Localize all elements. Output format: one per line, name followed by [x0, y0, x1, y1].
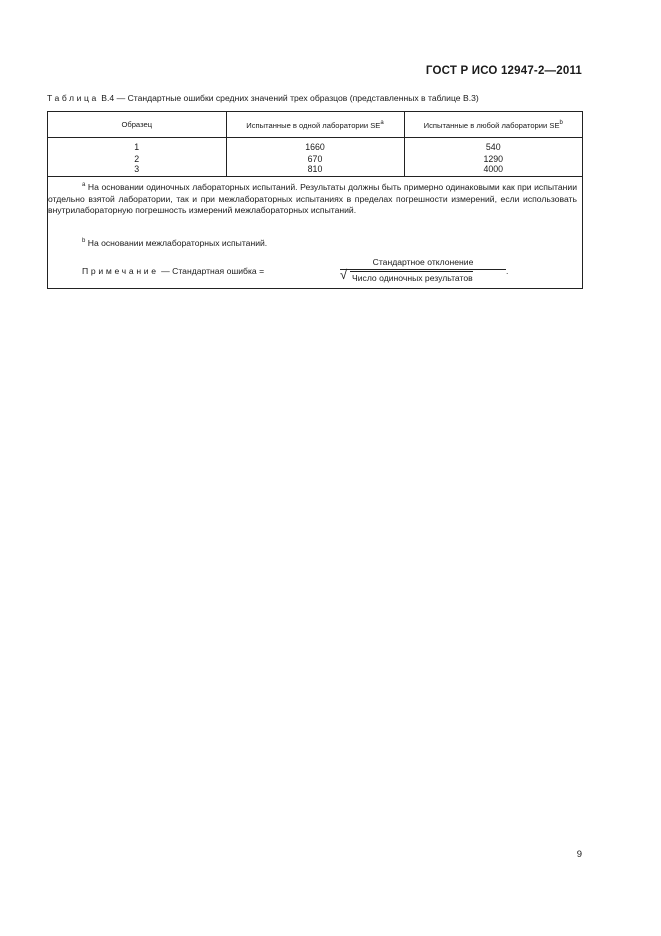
table-notes — [48, 180, 582, 283]
footnote-a-mark: a — [82, 182, 86, 188]
footnote-a-text: На основании одиночных лабораторных испытаний. Результаты должны быть примерно одинаковыми как при испытании отдельно взятой лаборатории, так и при межлабораторных испытаниях в пределах погрешности измерений, если использовать внутрилабораторную погрешность измерений межлабораторных испытаний. — [48, 182, 577, 216]
note-word: Примечание — [82, 266, 159, 276]
formula-denominator — [340, 267, 506, 284]
footnote-b-text: На основании межлабораторных испытаний. — [87, 238, 268, 248]
table-cell-sample: 1 — [48, 138, 226, 155]
table-caption — [47, 93, 479, 103]
note-label — [82, 266, 264, 278]
footnote-a — [48, 180, 582, 217]
formula-numerator: Стандартное отклонение — [372, 257, 474, 267]
footnote-b-mark: b — [82, 238, 86, 244]
table-cell-one-lab: 1660 — [226, 138, 404, 155]
footnote-b — [82, 236, 267, 250]
table-cell-any-lab: 4000 — [404, 164, 582, 177]
table-cell-one-lab: 670 — [226, 154, 404, 164]
note-lead: — Стандартная ошибка = — [161, 266, 265, 276]
formula-period: . — [506, 266, 509, 276]
denominator-text: Число одиночных результатов — [352, 273, 473, 283]
square-root-icon: √ — [340, 267, 348, 282]
column-header-any-lab: Испытанные в любой лаборатории $SE^b$ — [404, 112, 582, 138]
formula-fraction — [340, 256, 509, 284]
column-header-sample: Образец — [48, 112, 226, 138]
document-header: ГОСТ Р ИСО 12947-2—2011 — [425, 65, 582, 77]
table-row — [48, 164, 582, 177]
table-header-row — [48, 112, 582, 138]
table-cell-any-lab: 1290 — [483, 154, 504, 164]
table-cell-one-lab: 810 — [226, 164, 404, 177]
caption-text: В.4 — Стандартные ошибки средних значений трех образцов (представленных в таблице В.3) — [101, 93, 479, 103]
table-row — [48, 138, 582, 155]
table-cell-any-lab: 540 — [485, 142, 501, 152]
table-cell-sample: 3 — [48, 164, 226, 177]
table-cell-sample: 2 — [48, 154, 226, 164]
caption-word: Таблица — [47, 93, 99, 103]
table-frame — [47, 111, 583, 289]
table-row — [48, 154, 582, 164]
column-header-one-lab: Испытанные в одной лаборатории $SE^a$ — [226, 112, 404, 138]
standard-errors-table — [48, 112, 582, 177]
page-number: 9 — [576, 849, 582, 860]
